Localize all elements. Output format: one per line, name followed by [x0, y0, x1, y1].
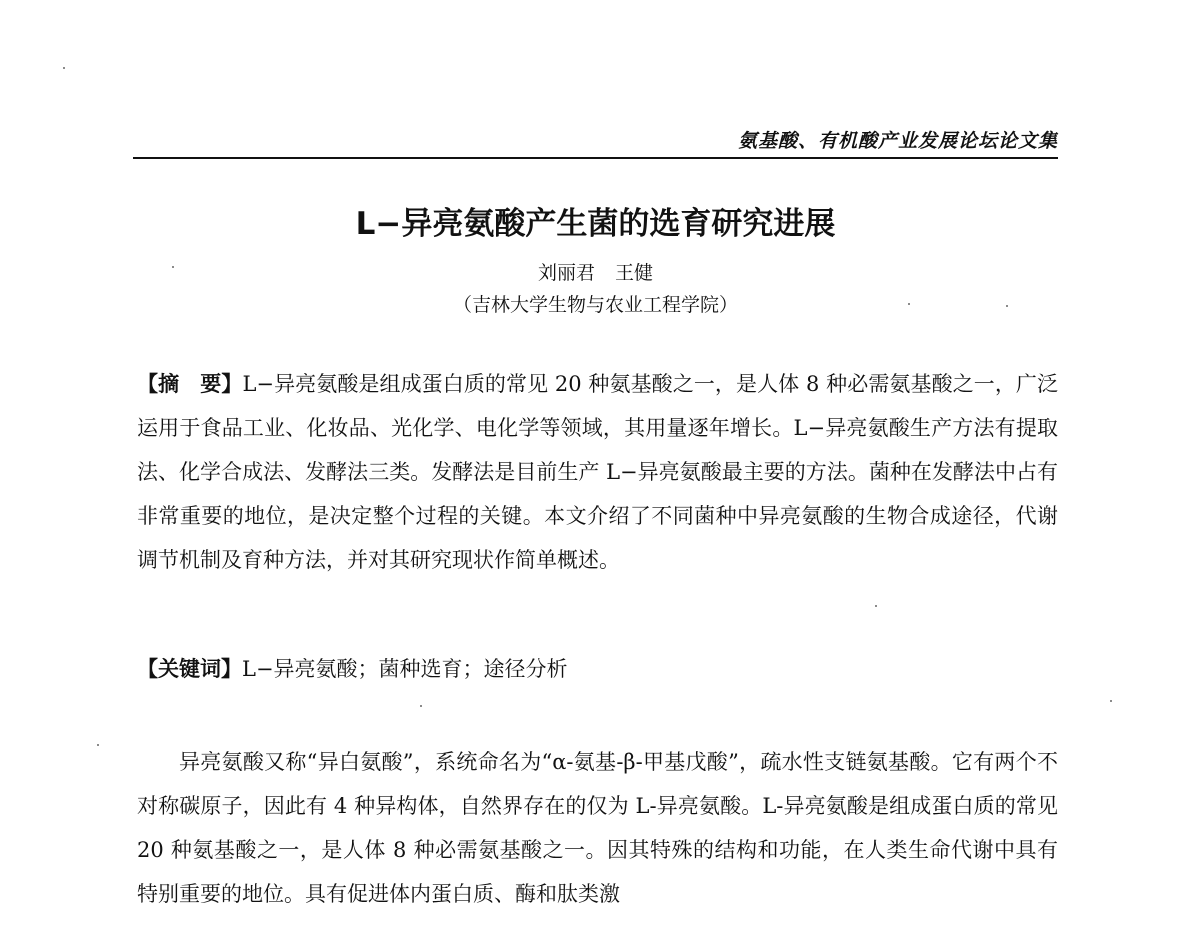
scan-speck: [63, 67, 65, 69]
abstract: [137, 362, 1058, 582]
keywords-label: 【关键词】: [137, 656, 242, 681]
scan-speck: [908, 303, 910, 305]
running-header: 氨基酸、有机酸产业发展论坛论文集: [737, 130, 1058, 152]
affiliation: （吉林大学生物与农业工程学院）: [452, 294, 738, 316]
author-name: 王健: [615, 262, 654, 284]
scan-speck: [1110, 700, 1112, 702]
author-line: [133, 258, 1058, 285]
scan-speck: [97, 744, 99, 746]
abstract-label: 【摘 要】: [137, 371, 243, 396]
abstract-text: L−异亮氨酸是组成蛋白质的常见 20 种氨基酸之一，是人体 8 种必需氨基酸之一，广泛运用于食品工业、化妆品、光化学、电化学等领域，其用量逐年增长。L−异亮氨酸生产方法有提取法、化学合成法、发酵法三类。发酵法是目前生产 L−异亮氨酸最主要的方法。菌种在发酵法中占有非常重要的地位，是决定整个过程的关键。本文介绍了不同菌种中异亮氨酸的生物合成途径，代谢调节机制及育种方法，并对其研究现状作简单概述。: [137, 372, 1059, 572]
author-name: 刘丽君: [537, 262, 595, 284]
keywords: [137, 647, 1058, 691]
keywords-text: L−异亮氨酸；菌种选育；途径分析: [242, 657, 568, 681]
header-rule: [133, 157, 1058, 159]
scan-speck: [172, 266, 174, 268]
body-paragraph: 异亮氨酸又称“异白氨酸”，系统命名为“α-氨基-β-甲基戊酸”，疏水性支链氨基酸。它有两个不对称碳原子，因此有 4 种异构体，自然界存在的仅为 L-异亮氨酸。L-异亮氨酸是组成蛋白质的常见 20 种氨基酸之一，是人体 8 种必需氨基酸之一。因其特殊的结构和功能，在人类生命代谢中具有特别重要的地位。具有促进体内蛋白质、酶和肽类激: [137, 750, 1058, 906]
scan-speck: [420, 705, 422, 707]
paper-title: L−异亮氨酸产生菌的选育研究进展: [355, 206, 836, 242]
scan-speck: [1006, 305, 1008, 307]
scan-speck: [875, 605, 877, 607]
